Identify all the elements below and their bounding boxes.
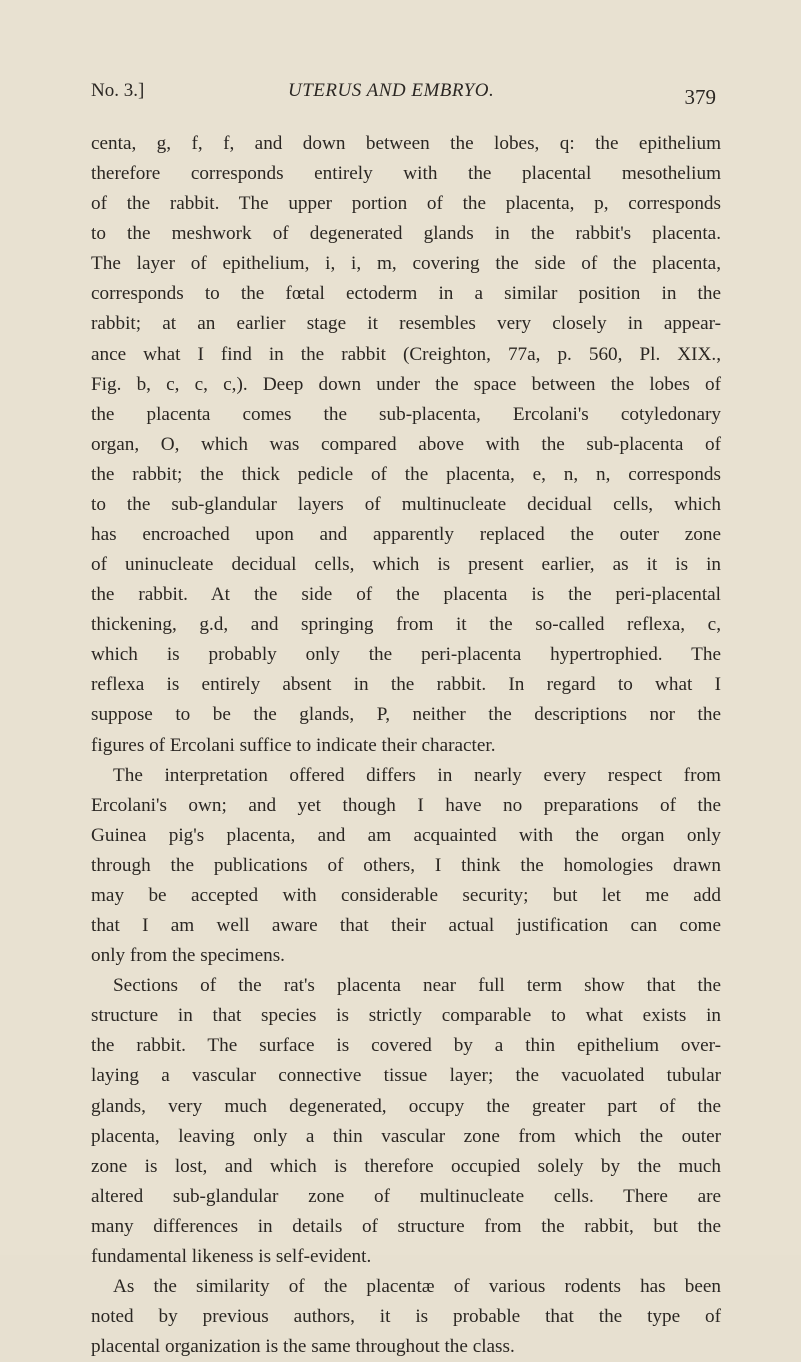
text-line: Sections of the rat's placenta near full term show that the (113, 975, 721, 997)
text-line: the placenta comes the sub-placenta, Ercolani's cotyledonary (91, 403, 721, 425)
text-line: Ercolani's own; and yet though I have no preparations of the (91, 794, 721, 816)
text-line: noted by previous authors, it is probable that the type of (91, 1306, 721, 1328)
text-line: zone is lost, and which is therefore occupied solely by the much (91, 1155, 721, 1177)
text-line: to the sub-glandular layers of multinucleate decidual cells, which (91, 493, 721, 515)
text-line: fundamental likeness is self-evident. (91, 1245, 372, 1267)
text-line: of uninucleate decidual cells, which is present earlier, as it is in (91, 554, 721, 576)
text-line: the rabbit. At the side of the placenta is the peri-placental (91, 584, 721, 606)
text-line: suppose to be the glands, P, neither the descriptions nor the (91, 704, 721, 726)
text-line: may be accepted with considerable security; but let me add (91, 884, 721, 906)
text-line: many differences in details of structure from the rabbit, but the (91, 1215, 721, 1237)
text-line: corresponds to the fœtal ectoderm in a similar position in the (91, 283, 721, 305)
body-text (91, 129, 721, 1362)
text-line: reflexa is entirely absent in the rabbit. In regard to what I (91, 674, 721, 696)
text-line: Guinea pig's placenta, and am acquainted with the organ only (91, 824, 721, 846)
text-line: laying a vascular connective tissue layer; the vacuolated tubular (91, 1065, 721, 1087)
text-line: The layer of epithelium, i, i, m, covering the side of the placenta, (91, 253, 721, 275)
text-line: therefore corresponds entirely with the placental mesothelium (91, 163, 721, 185)
text-line: only from the specimens. (91, 945, 285, 967)
text-line: Fig. b, c, c, c,). Deep down under the space between the lobes of (91, 373, 721, 395)
text-line: figures of Ercolani suffice to indicate their character. (91, 734, 496, 756)
text-line: As the similarity of the placentæ of various rodents has been (113, 1275, 721, 1297)
page-number: 379 (684, 85, 716, 109)
text-line: which is probably only the peri-placenta hypertrophied. The (91, 644, 721, 666)
text-line: organ, O, which was compared above with the sub-placenta of (91, 433, 721, 455)
page-header (91, 80, 716, 110)
text-line: through the publications of others, I think the homologies drawn (91, 854, 721, 876)
text-line: to the meshwork of degenerated glands in the rabbit's placenta. (91, 223, 721, 245)
text-line: placenta, leaving only a thin vascular zone from which the outer (91, 1125, 721, 1147)
text-line: structure in that species is strictly comparable to what exists in (91, 1005, 721, 1027)
text-line: altered sub-glandular zone of multinucleate cells. There are (91, 1185, 721, 1207)
text-line: ance what I find in the rabbit (Creighton, 77a, p. 560, Pl. XIX., (91, 343, 721, 365)
section-number: No. 3.] (91, 80, 145, 101)
text-line: thickening, g.d, and springing from it the so-called reflexa, c, (91, 614, 721, 636)
text-line: centa, g, f, f, and down between the lobes, q: the epithelium (91, 133, 721, 154)
text-line: of the rabbit. The upper portion of the placenta, p, corresponds (91, 193, 721, 215)
text-line: The interpretation offered differs in nearly every respect from (113, 764, 721, 786)
running-title: UTERUS AND EMBRYO. (288, 80, 495, 101)
text-line: the rabbit; the thick pedicle of the placenta, e, n, n, corresponds (91, 463, 721, 485)
text-line: rabbit; at an earlier stage it resembles very closely in appear- (91, 313, 721, 335)
text-line: that I am well aware that their actual justification can come (91, 915, 721, 937)
text-line: glands, very much degenerated, occupy the greater part of the (91, 1095, 721, 1117)
text-line: the rabbit. The surface is covered by a thin epithelium over- (91, 1035, 721, 1057)
text-line: has encroached upon and apparently replaced the outer zone (91, 524, 721, 546)
text-line: placental organization is the same throughout the class. (91, 1336, 515, 1358)
